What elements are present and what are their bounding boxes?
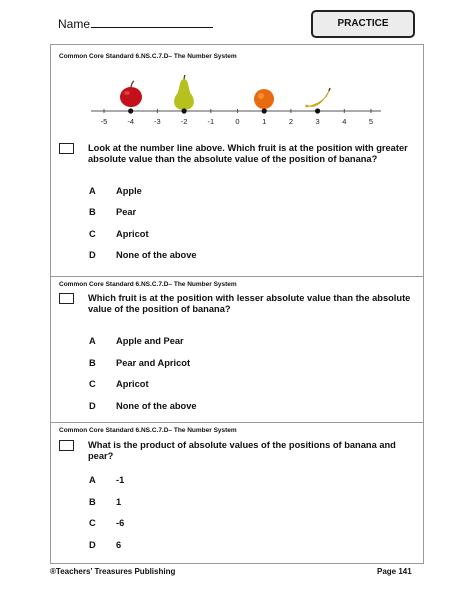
answer-checkbox[interactable] bbox=[59, 143, 74, 154]
option-d[interactable] bbox=[89, 250, 197, 260]
apple-icon bbox=[120, 81, 142, 107]
worksheet-frame bbox=[50, 44, 424, 564]
question-text: Which fruit is at the position with lesser absolute value than the absolute value of the position of banana? bbox=[88, 293, 411, 314]
position-dot bbox=[262, 108, 267, 113]
practice-badge: PRACTICE bbox=[311, 10, 415, 38]
tick-label: 3 bbox=[315, 117, 320, 126]
option-letter: D bbox=[89, 250, 96, 260]
option-b[interactable] bbox=[89, 207, 136, 217]
option-letter: D bbox=[89, 401, 96, 411]
tick-label: -4 bbox=[127, 117, 135, 126]
tick-label: -5 bbox=[100, 117, 108, 126]
tick-label: 1 bbox=[262, 117, 267, 126]
apricot-icon bbox=[254, 89, 274, 109]
option-b[interactable] bbox=[89, 497, 121, 507]
answer-checkbox[interactable] bbox=[59, 440, 74, 451]
standard-label: Common Core Standard 6.NS.C.7.D– The Number System bbox=[59, 427, 237, 434]
name-field[interactable] bbox=[58, 16, 213, 31]
tick-label: 2 bbox=[288, 117, 293, 126]
option-d[interactable] bbox=[89, 540, 121, 550]
option-letter: C bbox=[89, 229, 96, 239]
option-text: Pear and Apricot bbox=[116, 358, 191, 368]
question-text: What is the product of absolute values of the positions of banana and pear? bbox=[88, 440, 396, 461]
question-2 bbox=[51, 276, 423, 421]
option-letter: C bbox=[89, 379, 96, 389]
option-text: -1 bbox=[116, 475, 125, 485]
option-text: Apple bbox=[116, 186, 142, 196]
tick-label: 5 bbox=[368, 117, 374, 126]
position-dot bbox=[128, 108, 133, 113]
name-line[interactable] bbox=[91, 16, 213, 28]
publisher-credit: ®Teachers’ Treasures Publishing bbox=[50, 567, 176, 576]
tick-label: 0 bbox=[235, 117, 240, 126]
option-letter: B bbox=[89, 358, 96, 368]
name-label: Name bbox=[58, 17, 91, 31]
option-text: 6 bbox=[116, 540, 122, 550]
option-text: None of the above bbox=[116, 250, 197, 260]
option-d[interactable] bbox=[89, 401, 197, 411]
banana-icon bbox=[306, 88, 330, 107]
option-c[interactable] bbox=[89, 379, 149, 389]
tick-label: -3 bbox=[154, 117, 161, 126]
option-letter: A bbox=[89, 186, 96, 196]
option-letter: A bbox=[89, 336, 96, 346]
question-1 bbox=[51, 45, 423, 274]
tick-label: -2 bbox=[180, 117, 188, 126]
option-text: Apricot bbox=[116, 229, 149, 239]
question-3 bbox=[51, 422, 423, 564]
position-dot bbox=[182, 108, 187, 113]
option-b[interactable] bbox=[89, 358, 190, 368]
option-text: Pear bbox=[116, 207, 137, 217]
option-c[interactable] bbox=[89, 229, 149, 239]
page-number: Page 141 bbox=[377, 567, 412, 576]
answer-checkbox[interactable] bbox=[59, 293, 74, 304]
pear-icon bbox=[174, 75, 194, 110]
option-c[interactable] bbox=[89, 518, 124, 528]
option-text: None of the above bbox=[116, 401, 197, 411]
standard-label: Common Core Standard 6.NS.C.7.D– The Number System bbox=[59, 281, 237, 288]
option-text: Apricot bbox=[116, 379, 149, 389]
option-a[interactable] bbox=[89, 186, 142, 196]
position-dot bbox=[315, 108, 320, 113]
option-text: -6 bbox=[116, 518, 125, 528]
option-letter: A bbox=[89, 475, 96, 485]
question-text: Look at the number line above. Which fruit is at the position with greater absolute value than the absolute value of the position of banana? bbox=[88, 143, 408, 164]
tick-label: 4 bbox=[342, 117, 347, 126]
option-text: 1 bbox=[116, 497, 122, 507]
option-letter: B bbox=[89, 497, 96, 507]
standard-label: Common Core Standard 6.NS.C.7.D– The Number System bbox=[59, 53, 237, 60]
option-letter: B bbox=[89, 207, 96, 217]
option-letter: C bbox=[89, 518, 96, 528]
option-a[interactable] bbox=[89, 336, 184, 346]
option-text: Apple and Pear bbox=[116, 336, 184, 346]
tick-label: -1 bbox=[207, 117, 215, 126]
option-a[interactable] bbox=[89, 475, 124, 485]
option-letter: D bbox=[89, 540, 96, 550]
